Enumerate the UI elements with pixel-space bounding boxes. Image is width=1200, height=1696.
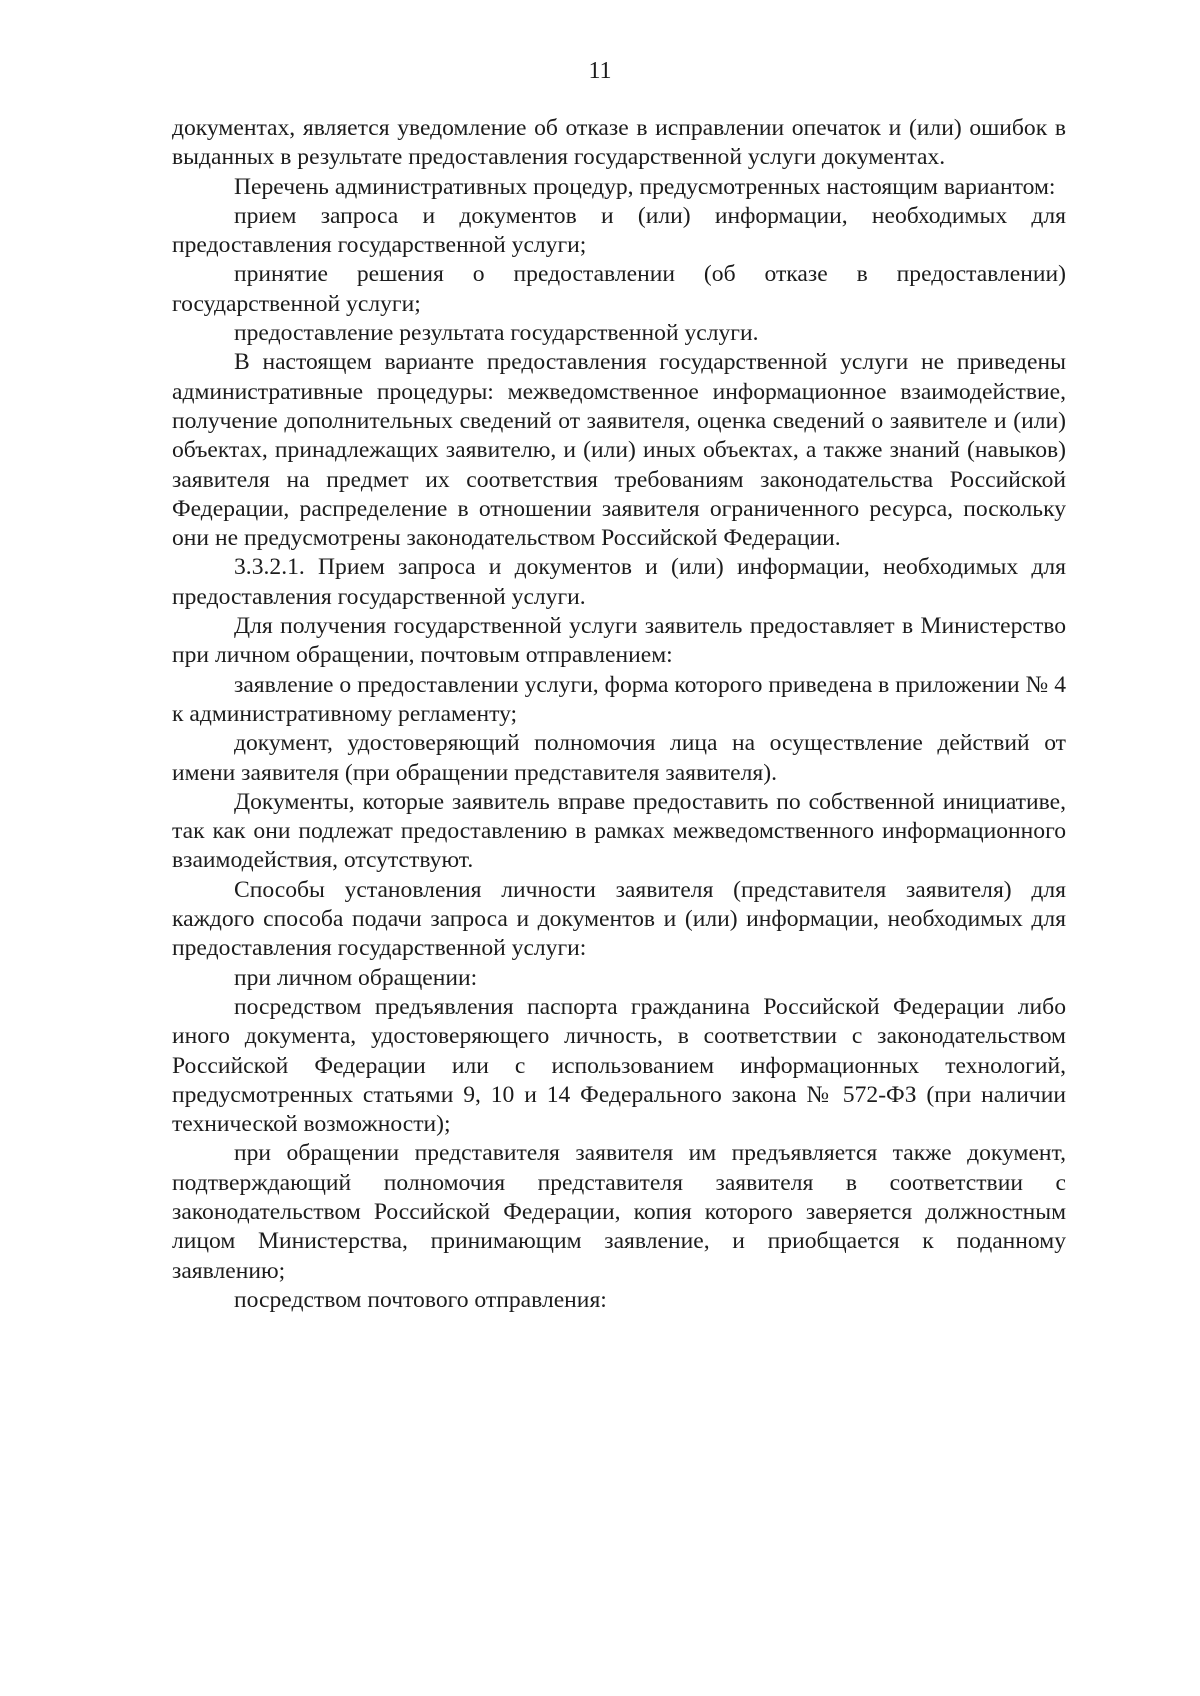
paragraph: заявление о предоставлении услуги, форма которого приведена в приложении № 4 к административному регламенту; (172, 671, 1066, 727)
paragraph: Перечень административных процедур, предусмотренных настоящим вариантом: (234, 173, 1056, 200)
section-heading-paragraph: 3.3.2.1. Прием запроса и документов и (или) информации, необходимых для предоставления государственной услуги. (172, 554, 1066, 610)
paragraph: при обращении представителя заявителя им предъявляется также документ, подтверждающий полномочия представителя заявителя в соответствии с законодательством Российской Федерации, копия которого заверяется должностным лицом Министерства, принимающим заявление, и приобщается к поданному заявлению; (172, 1140, 1066, 1284)
paragraph: при личном обращении: (234, 964, 478, 991)
page-number: 11 (588, 58, 612, 84)
paragraph: прием запроса и документов и (или) информации, необходимых для предоставления государственной услуги; (172, 202, 1066, 259)
paragraph-continuation: документах, является уведомление об отказе в исправлении опечаток и (или) ошибок в выданных в результате предоставления государственной услуги документах. (172, 115, 1066, 171)
paragraph: Для получения государственной услуги заявитель предоставляет в Министерство при личном обращении, почтовым отправлением: (172, 613, 1066, 669)
paragraph: принятие решения о предоставлении (об отказе в предоставлении) государственной услуги; (172, 261, 1066, 317)
paragraph: В настоящем варианте предоставления государственной услуги не приведены административные процедуры: межведомственное информационное взаимодействие, получение дополнительных сведений от заявителя, оценка сведений о заявителе и (или) объектах, принадлежащих заявителю, и (или) иных объектах, а также знаний (навыков) заявителя на предмет их соответствия требованиям законодательства Российской Федерации, распределение в отношении заявителя ограниченного ресурса, поскольку они не предусмотрены законодательством Российской Федерации. (172, 349, 1066, 552)
paragraph: Способы установления личности заявителя (представителя заявителя) для каждого способа подачи запроса и документов и (или) информации, необходимых для предоставления государственной услуги: (172, 876, 1066, 962)
paragraph: посредством предъявления паспорта гражданина Российской Федерации либо иного документа, удостоверяющего личность, в соответствии с законодательством Российской Федерации или с использованием информационных технологий, предусмотренных статьями 9, 10 и 14 Федерального закона № 572-ФЗ (при наличии технической возможности); (172, 993, 1066, 1138)
document-body (172, 114, 1066, 1315)
paragraph: Документы, которые заявитель вправе предоставить по собственной инициативе, так как они подлежат предоставлению в рамках межведомственного информационного взаимодействия, отсутствуют. (172, 788, 1066, 874)
paragraph: посредством почтового отправления: (234, 1286, 607, 1313)
paragraph: предоставление результата государственной услуги. (234, 320, 759, 347)
paragraph: документ, удостоверяющий полномочия лица на осуществление действий от имени заявителя (при обращении представителя заявителя). (172, 730, 1066, 786)
